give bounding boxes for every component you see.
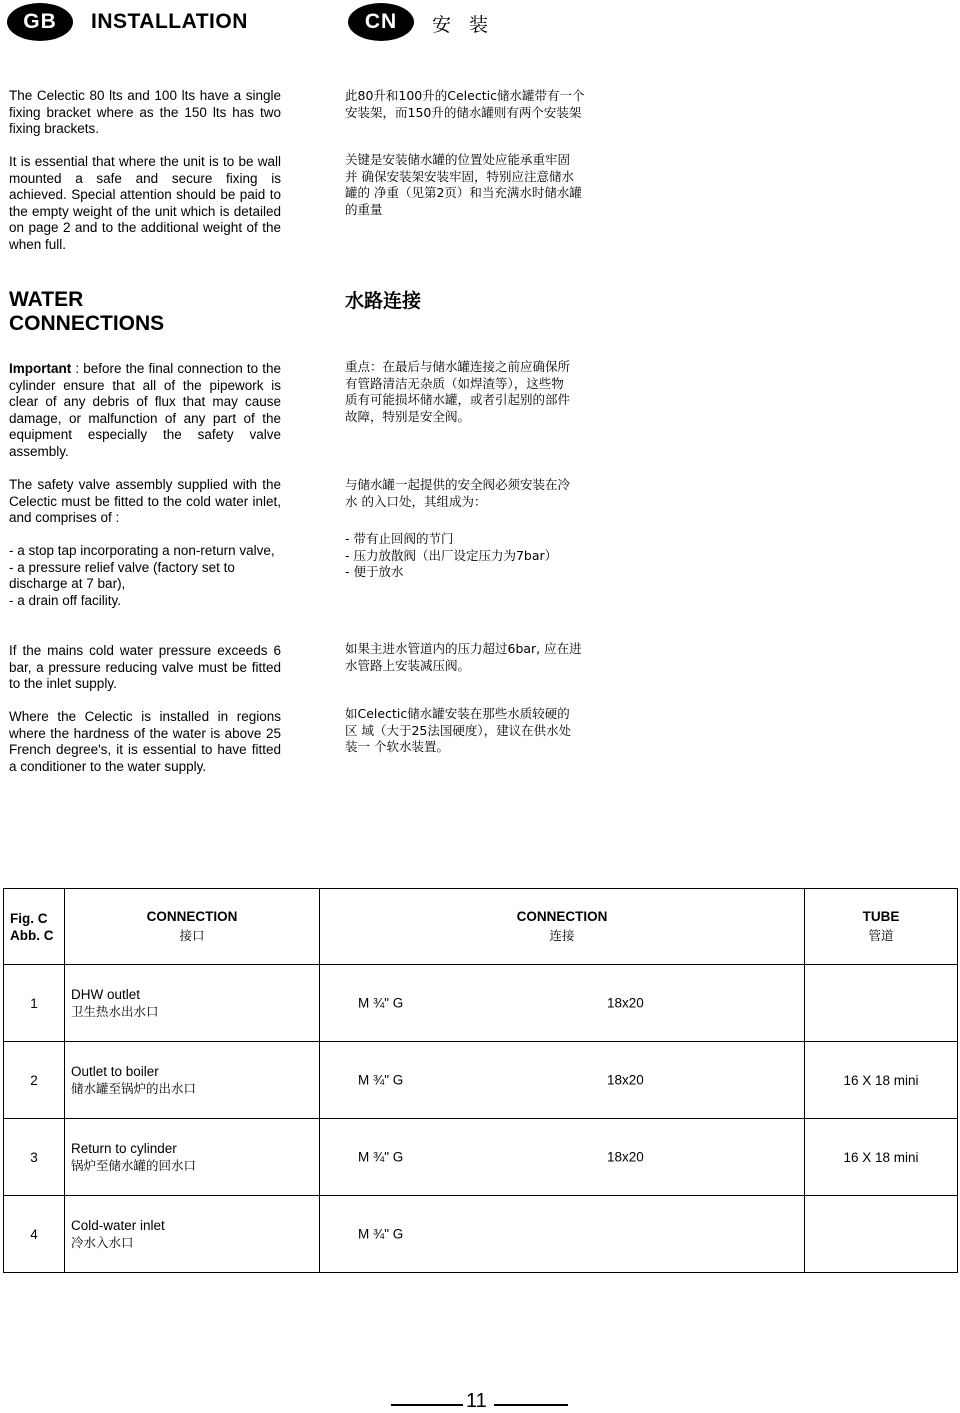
header-label-cn: 管道 (868, 928, 894, 943)
row-connection-thread: M ¾" G (358, 1226, 404, 1242)
gb-language-badge: GB (7, 3, 73, 41)
row-description-cn: 锅炉至储水罐的回水口 (71, 1158, 197, 1173)
pressure-paragraph: If the mains cold water pressure exceeds 6 bar, a pressure reducing valve must be fitted to the inlet supply. (9, 643, 281, 692)
row-description (65, 1196, 320, 1273)
row-tube (805, 1196, 958, 1273)
row-number: 2 (4, 1042, 65, 1119)
important-paragraph-cn: 重点：在最后与储水罐连接之前应确保所 有管路清洁无杂质（如焊渣等），这些物 质有可能损坏储水罐，或者引起别的部件 故障，特别是安全阀。 (345, 359, 571, 424)
row-description-en: Cold-water inlet (71, 1218, 165, 1233)
important-text: : before the final connection to the cylinder ensure that all of the pipework is clear of any debris of flux that may cause damage, or malfunction of any part of the equipment especially the safety valve assembly. (9, 361, 281, 459)
row-number: 4 (4, 1196, 65, 1273)
row-tube: 16 X 18 mini (805, 1119, 958, 1196)
water-connections-heading-cn: 水路连接 (345, 290, 422, 312)
header-label: CONNECTION (516, 909, 608, 924)
cn-section-title: 安 装 (432, 14, 495, 36)
row-description (65, 965, 320, 1042)
header-label-cn: 连接 (549, 928, 575, 943)
header-tube (805, 889, 958, 965)
header-connection-size (320, 889, 805, 965)
safety-valve-items-cn: - 带有止回阀的节门 - 压力放散阀（出厂设定压力为7bar） - 便于放水 (345, 531, 558, 580)
row-description-cn: 储水罐至锅炉的出水口 (71, 1081, 197, 1096)
row-connection-thread: M ¾" G (358, 995, 404, 1011)
header-label: CONNECTION (146, 909, 238, 924)
header-connection-type (65, 889, 320, 965)
page-number-rule-right (494, 1404, 568, 1406)
figure-label-de: Abb. C (10, 927, 54, 943)
table-row (4, 1196, 958, 1273)
table-header-row (4, 889, 958, 965)
safety-valve-paragraph-cn: 与储水罐一起提供的安全阀必须安装在冷 水 的入口处，其组成为： (345, 477, 571, 509)
header-label-cn: 接口 (179, 928, 205, 943)
water-connections-heading: WATER CONNECTIONS (9, 288, 165, 335)
hardness-paragraph: Where the Celectic is installed in regions where the hardness of the water is above 25 French degree's, it is essential to have fitted a conditioner to the water supply. (9, 709, 281, 774)
row-connection-cell (320, 965, 805, 1042)
page-number-rule-left (391, 1404, 463, 1406)
table-row (4, 1119, 958, 1196)
safety-valve-items: - a stop tap incorporating a non-return valve, - a pressure relief valve (factory set to discharge at 7 bar), - a drain off facility. (9, 543, 275, 608)
install-fixing-paragraph: It is essential that where the unit is to be wall mounted a safe and secure fixing is achieved. Special attention should be paid to the empty weight of the unit which is detailed on page 2 and to the additional weight of the when full. (9, 154, 281, 252)
install-brackets-paragraph-cn: 此80升和100升的Celectic储水罐带有一个 安装架，而150升的储水罐则有两个安装架 (345, 88, 585, 120)
table-row (4, 965, 958, 1042)
figure-label-cell (4, 889, 65, 965)
figure-label-en: Fig. C (10, 910, 48, 926)
row-description (65, 1042, 320, 1119)
row-number: 1 (4, 965, 65, 1042)
important-paragraph (9, 361, 281, 461)
connection-table (3, 888, 958, 1273)
row-description-cn: 卫生热水出水口 (71, 1004, 159, 1019)
important-label: Important (9, 361, 72, 376)
row-connection-size: 18x20 (607, 1072, 644, 1088)
row-connection-size: 18x20 (607, 995, 644, 1011)
row-connection-cell (320, 1196, 805, 1273)
row-tube: 16 X 18 mini (805, 1042, 958, 1119)
header-label: TUBE (862, 909, 900, 924)
row-connection-cell (320, 1042, 805, 1119)
cn-language-badge: CN (348, 3, 414, 41)
row-description-en: DHW outlet (71, 987, 141, 1002)
row-connection-cell (320, 1119, 805, 1196)
row-description (65, 1119, 320, 1196)
gb-section-title: INSTALLATION (91, 10, 248, 33)
page-number: 11 (466, 1390, 487, 1412)
row-tube (805, 965, 958, 1042)
install-brackets-paragraph: The Celectic 80 lts and 100 lts have a single fixing bracket where as the 150 lts has two fixing brackets. (9, 88, 281, 137)
hardness-paragraph-cn: 如Celectic储水罐安装在那些水质较硬的 区 域（大于25法国硬度），建议在供水处 装一 个软水装置。 (345, 706, 572, 755)
row-connection-thread: M ¾" G (358, 1149, 404, 1165)
row-number: 3 (4, 1119, 65, 1196)
row-description-cn: 冷水入水口 (71, 1235, 134, 1250)
row-description-en: Return to cylinder (71, 1141, 177, 1156)
install-fixing-paragraph-cn: 关键是安装储水罐的位置处应能承重牢固 并 确保安装架安装牢固，特别应注意储水 罐的 净重（见第2页）和当充满水时储水罐 的重量 (345, 152, 582, 217)
table-row (4, 1042, 958, 1119)
row-connection-size: 18x20 (607, 1149, 644, 1165)
pressure-paragraph-cn: 如果主进水管道内的压力超过6bar, 应在进 水管路上安装减压阀。 (345, 641, 582, 673)
safety-valve-paragraph: The safety valve assembly supplied with the Celectic must be fitted to the cold water inlet, and comprises of : (9, 477, 281, 526)
row-connection-thread: M ¾" G (358, 1072, 404, 1088)
row-description-en: Outlet to boiler (71, 1064, 159, 1079)
